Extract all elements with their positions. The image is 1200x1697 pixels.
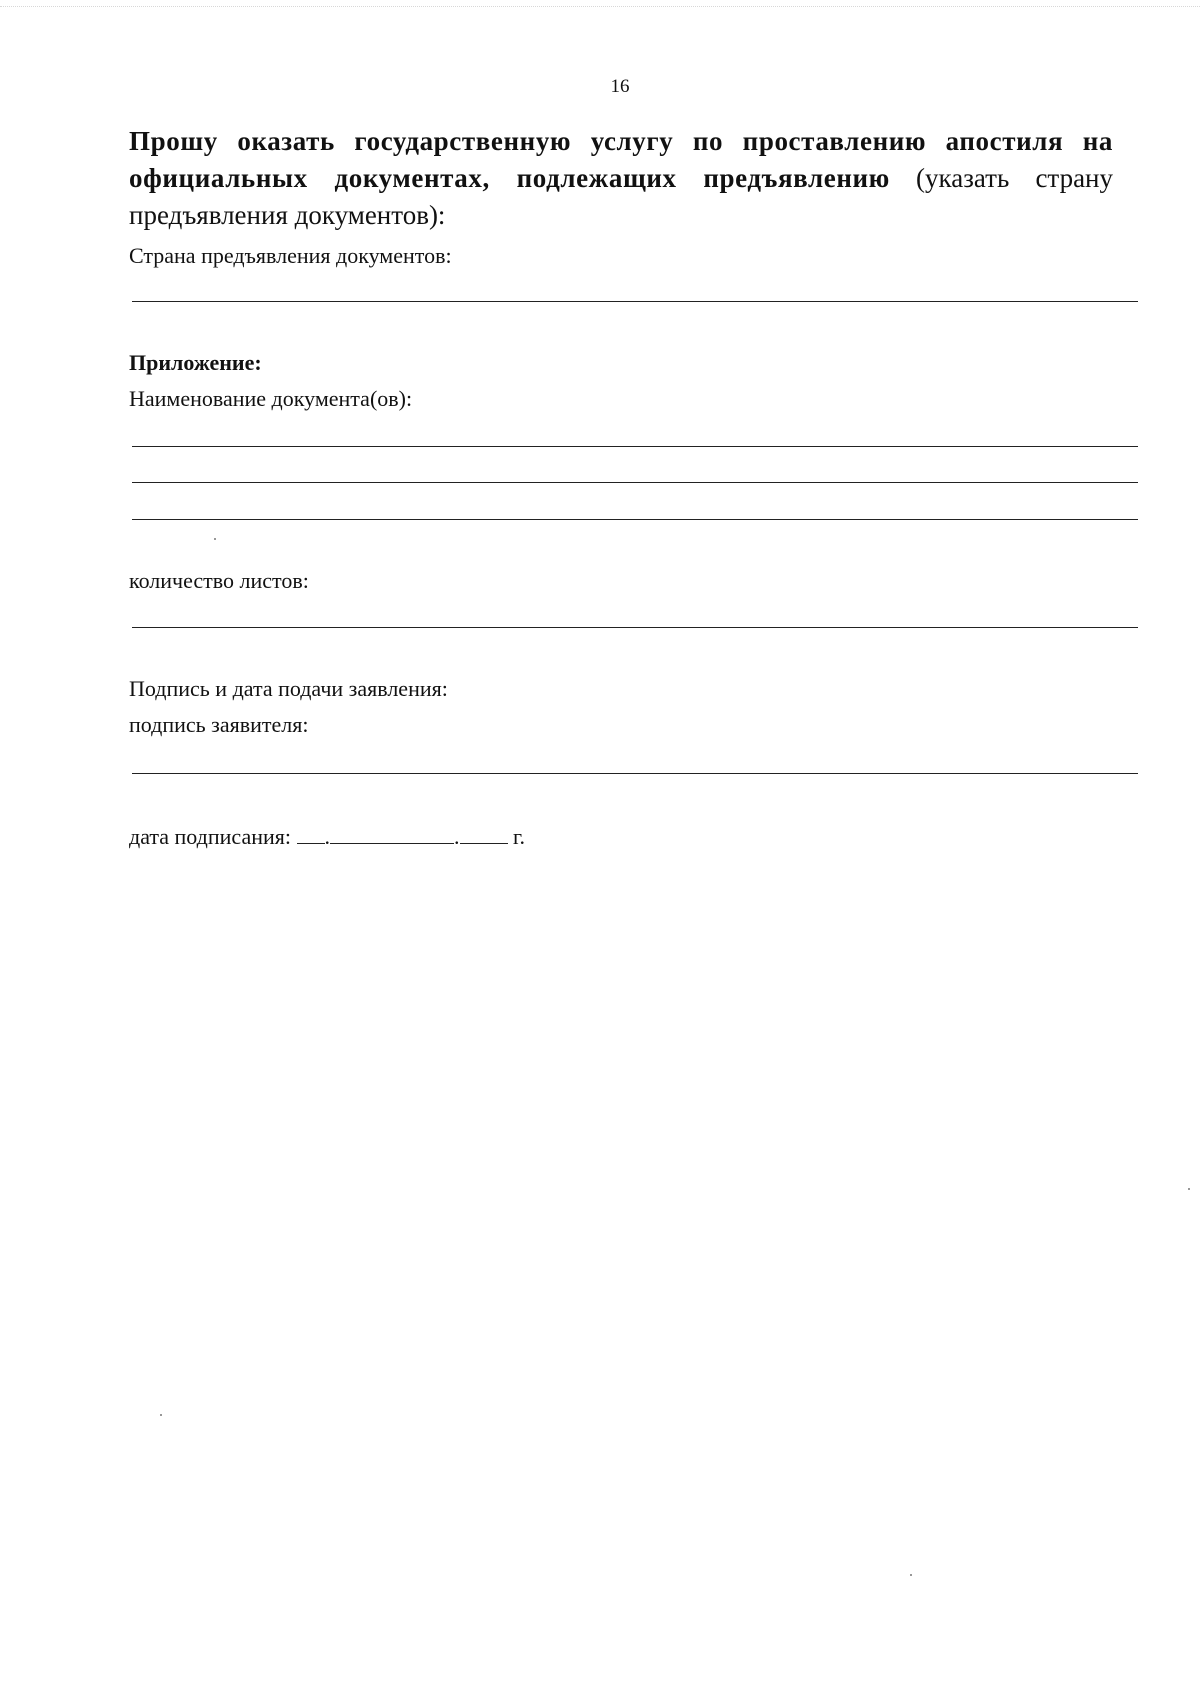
signing-date-row xyxy=(129,824,525,850)
date-separator-2: . xyxy=(454,824,460,849)
country-input-line[interactable] xyxy=(132,301,1138,302)
date-separator-1: . xyxy=(324,824,330,849)
signature-section-label: Подпись и дата подачи заявления: xyxy=(129,676,448,701)
scan-speck xyxy=(160,1414,162,1416)
request-normal-text: (указать страну предъявления документов): xyxy=(129,163,1113,230)
date-month-blank[interactable] xyxy=(330,825,454,844)
date-day-blank[interactable] xyxy=(297,825,325,844)
request-paragraph xyxy=(129,123,1113,234)
request-bold-text: Прошу оказать государственную услугу по проставлению апостиля на официальных документах, подлежащих предъявлению xyxy=(129,126,1113,193)
applicant-signature-line[interactable] xyxy=(132,773,1138,774)
scan-speck xyxy=(1188,1188,1190,1190)
attachment-heading: Приложение: xyxy=(129,350,262,375)
applicant-signature-label: подпись заявителя: xyxy=(129,712,309,737)
documents-label: Наименование документа(ов): xyxy=(129,386,413,411)
document-name-line-1[interactable] xyxy=(132,446,1138,447)
date-year-blank[interactable] xyxy=(460,825,508,844)
page-number: 16 xyxy=(610,76,630,97)
document-name-line-3[interactable] xyxy=(132,519,1138,520)
scan-speck xyxy=(910,1574,912,1576)
signing-date-label: дата подписания: xyxy=(129,824,291,849)
scan-speck xyxy=(214,538,216,540)
year-suffix: г. xyxy=(513,824,526,849)
sheets-label: количество листов: xyxy=(129,568,309,593)
document-name-line-2[interactable] xyxy=(132,482,1138,483)
country-label: Страна предъявления документов: xyxy=(129,243,452,268)
scan-top-edge xyxy=(0,6,1200,7)
sheets-count-line[interactable] xyxy=(132,627,1138,628)
